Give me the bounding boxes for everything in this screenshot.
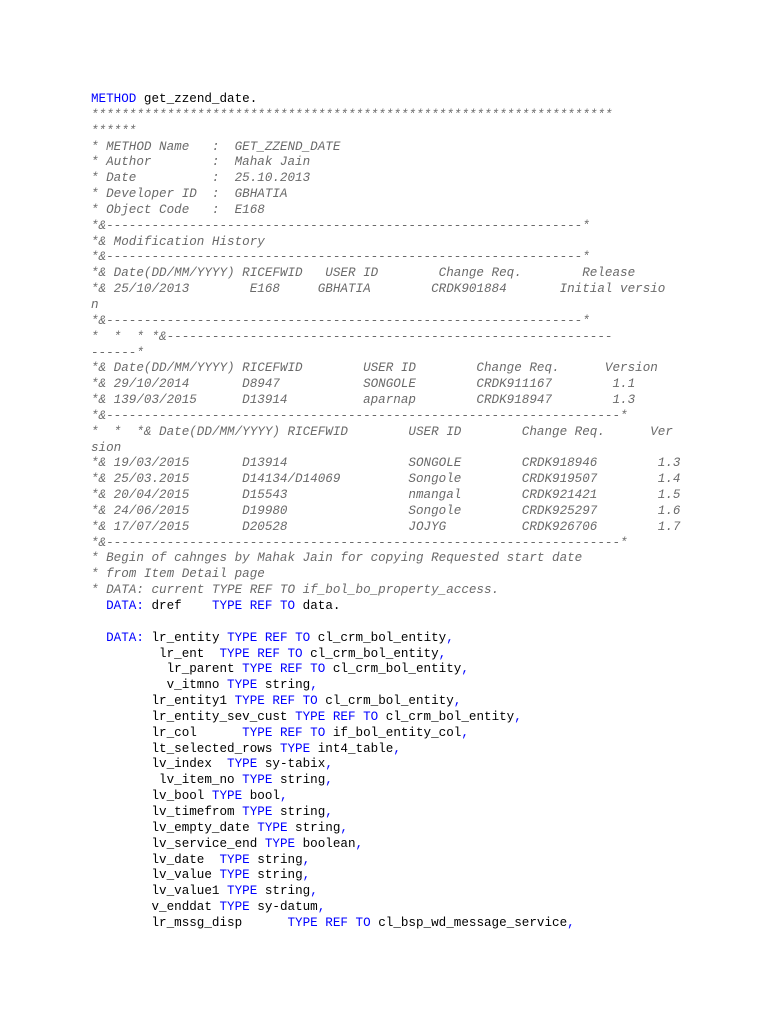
- code-line: [91, 900, 676, 916]
- code-line: [91, 441, 676, 457]
- keyword: TYPE REF TO: [211, 599, 296, 613]
- code-text: if_bol_entity_col: [325, 725, 462, 740]
- comment: *&--------------------------------------------------------------------*: [91, 535, 628, 550]
- code-line: [91, 615, 676, 631]
- punctuation: ,: [279, 789, 288, 804]
- keyword: TYPE: [264, 836, 296, 851]
- code-text: string: [287, 820, 341, 835]
- punctuation: ,: [302, 868, 311, 883]
- code-text: cl_crm_bol_entity: [310, 630, 447, 645]
- code-text: lr_entity1: [91, 694, 235, 709]
- code-line: [91, 187, 676, 203]
- punctuation: ,: [514, 709, 522, 724]
- code-line: [91, 884, 676, 900]
- comment: *& Date(DD/MM/YYYY) RICEFWID USER ID Change Req. Release: [91, 266, 636, 281]
- code-line: [91, 647, 676, 663]
- code-line: [91, 488, 681, 504]
- code-line: [91, 393, 676, 409]
- punctuation: ,: [325, 773, 333, 788]
- code-text: lt_selected_rows: [91, 741, 280, 756]
- comment: *&---------------------------------------------------------------*: [91, 313, 590, 328]
- code-line: [91, 235, 676, 251]
- code-text: [91, 631, 106, 645]
- comment: *&---------------------------------------------------------------*: [91, 218, 590, 233]
- code-text: lv_value1: [91, 884, 228, 899]
- comment: *& 139/03/2015 D13914 aparnap CRDK918947 1.3: [91, 393, 636, 408]
- code-line: [91, 282, 676, 298]
- punctuation: ,: [310, 884, 318, 899]
- comment: *& 19/03/2015 D13914 SONGOLE CRDK918946 1.3: [91, 456, 681, 471]
- comment: *& 25/10/2013 E168 GBHATIA CRDK901884 Initial versio: [91, 282, 666, 297]
- code-text: lv_service_end: [91, 836, 265, 851]
- punctuation: ,: [453, 694, 462, 709]
- punctuation: ,: [340, 820, 348, 835]
- keyword: TYPE: [227, 678, 258, 693]
- code-line: [91, 710, 676, 726]
- keyword: TYPE: [257, 820, 288, 835]
- code-line: [91, 361, 676, 377]
- code-line: [91, 266, 676, 282]
- comment: *& 25/03.2015 D14134/D14069 Songole CRDK919507 1.4: [91, 472, 681, 487]
- code-line: [91, 456, 681, 472]
- code-text: string: [249, 868, 303, 883]
- code-text: lv_date: [91, 852, 220, 867]
- code-text: lr_entity: [143, 630, 228, 645]
- keyword: TYPE: [227, 884, 258, 899]
- code-line: [91, 599, 676, 615]
- code-line: [91, 108, 676, 124]
- comment: * * *& Date(DD/MM/YYYY) RICEFWID USER ID Change Req. Ver: [91, 424, 673, 439]
- code-text: int4_table: [310, 741, 394, 756]
- keyword: TYPE REF TO: [234, 694, 318, 709]
- code-line: [91, 140, 676, 156]
- code-text: lv_bool: [91, 789, 212, 804]
- keyword: TYPE: [227, 757, 258, 772]
- code-text: bool: [242, 789, 280, 804]
- punctuation: ,: [461, 662, 469, 677]
- code-line: [91, 805, 676, 821]
- code-line: [91, 837, 676, 853]
- keyword: TYPE: [242, 804, 273, 819]
- code-text: lv_index: [91, 757, 228, 772]
- keyword: TYPE REF TO: [242, 725, 326, 740]
- comment: *& 29/10/2014 D8947 SONGOLE CRDK911167 1.1: [91, 377, 636, 392]
- code-line: [91, 298, 676, 314]
- code-text: lr_mssg_disp: [91, 915, 288, 930]
- comment: * from Item Detail page: [91, 567, 265, 582]
- code-line: [91, 678, 676, 694]
- keyword: TYPE REF TO: [295, 709, 379, 724]
- code-line: [91, 155, 676, 171]
- comment: * Begin of cahnges by Mahak Jain for copying Requested start date: [91, 551, 583, 566]
- keyword: TYPE REF TO: [227, 630, 311, 645]
- comment: *& Modification History: [91, 234, 265, 249]
- code-line: [91, 773, 676, 789]
- code-line: [91, 377, 676, 393]
- code-text: string: [257, 678, 311, 693]
- punctuation: ,: [446, 630, 454, 645]
- code-text: boolean: [295, 836, 356, 851]
- punctuation: ,: [310, 678, 318, 693]
- keyword: TYPE: [219, 868, 250, 883]
- punctuation: ,: [567, 915, 575, 930]
- code-text: sy-datum: [249, 900, 318, 915]
- punctuation: ,: [461, 725, 469, 740]
- code-line: [91, 536, 676, 552]
- code-line: [91, 346, 676, 362]
- code-line: [91, 124, 676, 140]
- code-line: [91, 868, 676, 884]
- comment: * Author : Mahak Jain: [91, 155, 311, 170]
- comment: *********************************************************************: [91, 107, 613, 122]
- punctuation: ,: [393, 741, 401, 756]
- keyword: DATA:: [106, 630, 144, 645]
- code-line: [91, 250, 676, 266]
- code-text: data.: [295, 599, 341, 613]
- code-line: [91, 853, 676, 869]
- code-text: [91, 599, 106, 613]
- code-line: [91, 583, 676, 599]
- punctuation: ,: [302, 852, 311, 867]
- comment: * DATA: current TYPE REF TO if_bol_bo_property_access.: [91, 583, 500, 598]
- code-text: v_itmno: [91, 678, 228, 693]
- code-text: string: [272, 804, 326, 819]
- code-line: [91, 631, 676, 647]
- code-line: [91, 789, 676, 805]
- code-line: [91, 425, 676, 441]
- keyword: TYPE: [219, 852, 250, 867]
- comment: * * * *&-----------------------------------------------------------: [91, 329, 613, 344]
- punctuation: ,: [325, 804, 333, 819]
- code-text: lv_empty_date: [91, 820, 258, 835]
- abap-code-listing: [91, 92, 681, 932]
- code-text: cl_crm_bol_entity: [302, 646, 439, 661]
- comment: *&---------------------------------------------------------------*: [91, 250, 590, 265]
- code-text: string: [249, 852, 303, 867]
- code-text: string: [257, 884, 311, 899]
- code-line: [91, 171, 676, 187]
- code-line: [91, 219, 676, 235]
- code-text: lv_value: [91, 868, 220, 883]
- comment: *& 24/06/2015 D19980 Songole CRDK925297 1.6: [91, 503, 681, 518]
- code-text: lr_parent: [91, 662, 243, 677]
- comment: *& 17/07/2015 D20528 JOJYG CRDK926706 1.7: [91, 519, 681, 534]
- code-line: [91, 694, 676, 710]
- punctuation: ,: [325, 757, 333, 772]
- code-line: [91, 916, 676, 932]
- code-line: [91, 567, 676, 583]
- code-text: lr_col: [91, 725, 243, 740]
- code-line: [91, 330, 676, 346]
- code-line: [91, 551, 676, 567]
- code-text: string: [272, 773, 326, 788]
- keyword: TYPE: [211, 789, 243, 804]
- code-line: [91, 821, 676, 837]
- code-line: [91, 662, 676, 678]
- keyword: TYPE: [279, 741, 311, 756]
- code-text: lv_item_no: [91, 773, 243, 788]
- keyword: TYPE: [219, 900, 250, 915]
- code-line: [91, 503, 681, 520]
- keyword: TYPE REF TO: [242, 662, 326, 677]
- code-line: [91, 314, 676, 330]
- comment: * Object Code : E168: [91, 202, 265, 217]
- code-text: lr_entity_sev_cust: [91, 709, 296, 724]
- comment: n: [91, 297, 99, 312]
- comment: * Date : 25.10.2013: [91, 171, 311, 186]
- comment: *&--------------------------------------------------------------------*: [91, 408, 628, 423]
- code-line: [91, 742, 676, 758]
- keyword: METHOD: [91, 92, 137, 106]
- comment: * METHOD Name : GET_ZZEND_DATE: [91, 139, 341, 154]
- keyword: TYPE REF TO: [219, 646, 303, 661]
- punctuation: ,: [355, 836, 364, 851]
- code-text: cl_crm_bol_entity: [325, 662, 462, 677]
- code-line: [91, 472, 681, 488]
- code-text: lv_timefrom: [91, 804, 243, 819]
- code-text: cl_bsp_wd_message_service: [370, 915, 568, 930]
- punctuation: ,: [438, 646, 447, 661]
- comment: *& 20/04/2015 D15543 nmangal CRDK921421 1.5: [91, 488, 681, 503]
- code-text: get_zzend_date.: [136, 92, 258, 106]
- code-line: [91, 409, 676, 425]
- comment: ------*: [91, 345, 144, 360]
- code-text: cl_crm_bol_entity: [317, 694, 454, 709]
- comment: * Developer ID : GBHATIA: [91, 187, 288, 202]
- code-line: [91, 726, 676, 742]
- code-line: [91, 92, 676, 108]
- code-line: [91, 203, 676, 219]
- keyword: TYPE: [242, 773, 273, 788]
- keyword: TYPE REF TO: [287, 915, 371, 930]
- code-text: sy-tabix: [257, 757, 326, 772]
- code-text: dref: [143, 599, 212, 613]
- punctuation: ,: [317, 900, 326, 915]
- code-line: [91, 757, 676, 773]
- code-text: v_enddat: [91, 900, 220, 915]
- code-text: cl_crm_bol_entity: [378, 709, 515, 724]
- comment: *& Date(DD/MM/YYYY) RICEFWID USER ID Change Req. Version: [91, 361, 658, 376]
- keyword: DATA:: [106, 599, 144, 613]
- comment: ******: [91, 123, 137, 138]
- comment: sion: [91, 440, 122, 455]
- code-line: [91, 519, 681, 536]
- code-text: lr_ent: [91, 646, 220, 661]
